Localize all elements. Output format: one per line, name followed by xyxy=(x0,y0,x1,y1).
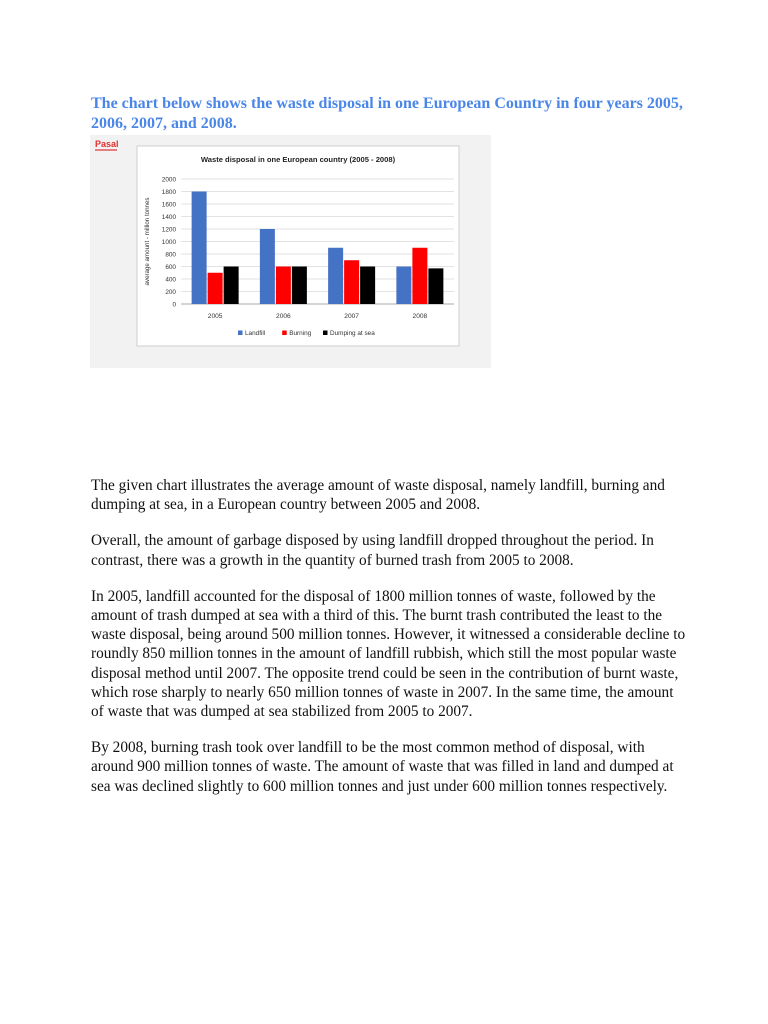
y-axis-label: average amount - million tonnes xyxy=(144,197,151,286)
x-tick-label: 2007 xyxy=(344,313,359,320)
essay-body xyxy=(91,476,686,813)
bar-dumping-at-sea-2006 xyxy=(292,267,307,305)
bar-landfill-2005 xyxy=(192,192,207,305)
bar-dumping-at-sea-2005 xyxy=(224,267,239,305)
paragraph-intro: The given chart illustrates the average amount of waste disposal, namely landfill, burning and dumping at sea, in a European country between 2005 and 2008. xyxy=(91,477,665,514)
bar-dumping-at-sea-2007 xyxy=(360,267,375,305)
paragraph-overview: Overall, the amount of garbage disposed by using landfill dropped throughout the period. In contrast, there was a growth in the quantity of burned trash from 2005 to 2008. xyxy=(91,532,654,569)
bar-landfill-2007 xyxy=(328,248,343,304)
bar-burning-2006 xyxy=(276,267,291,305)
y-tick-label: 1400 xyxy=(161,213,176,221)
chart-panel xyxy=(137,146,459,346)
legend-swatch xyxy=(323,331,328,336)
chart-image xyxy=(90,135,491,368)
y-tick-label: 1600 xyxy=(161,201,176,209)
waste-disposal-chart xyxy=(90,135,491,368)
x-tick-label: 2006 xyxy=(276,313,291,320)
legend-swatch xyxy=(238,331,243,336)
bar-dumping-at-sea-2008 xyxy=(428,268,443,304)
pasal-logo: Pasal xyxy=(95,139,119,149)
legend-label: Dumping at sea xyxy=(330,330,375,337)
y-tick-label: 1000 xyxy=(161,238,176,246)
y-tick-label: 400 xyxy=(165,276,176,284)
x-tick-label: 2005 xyxy=(207,313,223,320)
bar-burning-2008 xyxy=(412,248,427,304)
x-tick-label: 2008 xyxy=(412,313,428,320)
logo-underline xyxy=(95,149,117,151)
y-tick-label: 1800 xyxy=(161,188,176,196)
paragraph-detail-2: By 2008, burning trash took over landfill to be the most common method of disposal, with around 900 million tonnes of waste. The amount of waste that was filled in land and dumped at sea was declined slightly to 600 million tonnes and just under 600 million tonnes respectively. xyxy=(91,739,674,795)
bar-landfill-2008 xyxy=(396,267,411,305)
document-heading: The chart below shows the waste disposal in one European Country in four years 2005, 2006, 2007, and 2008. xyxy=(91,95,683,132)
y-tick-label: 600 xyxy=(165,263,176,271)
legend-label: Burning xyxy=(289,330,312,337)
y-tick-label: 200 xyxy=(165,288,176,296)
y-tick-label: 2000 xyxy=(161,176,176,184)
paragraph-detail-1: In 2005, landfill accounted for the disposal of 1800 million tonnes of waste, followed by the amount of trash dumped at sea with a third of this. The burnt trash contributed the least to the waste disposal, being around 500 million tonnes. However, it witnessed a considerable decline to roundly 850 million tonnes in the amount of landfill rubbish, which still the most popular waste disposal method until 2007. The opposite trend could be seen in the contribution of burnt waste, which rose sharply to nearly 650 million tonnes of waste in 2007. In the same time, the amount of waste that was dumped at sea stabilized from 2005 to 2007. xyxy=(91,587,686,721)
y-tick-label: 1200 xyxy=(161,226,176,234)
chart-title: Waste disposal in one European country (2005 - 2008) xyxy=(200,155,396,164)
bar-landfill-2006 xyxy=(260,229,275,304)
legend-label: Landfill xyxy=(245,330,266,337)
y-tick-label: 800 xyxy=(165,251,176,259)
y-tick-label: 0 xyxy=(172,301,176,309)
legend-swatch xyxy=(282,331,287,336)
bar-burning-2007 xyxy=(344,260,359,304)
bar-burning-2005 xyxy=(208,273,223,304)
